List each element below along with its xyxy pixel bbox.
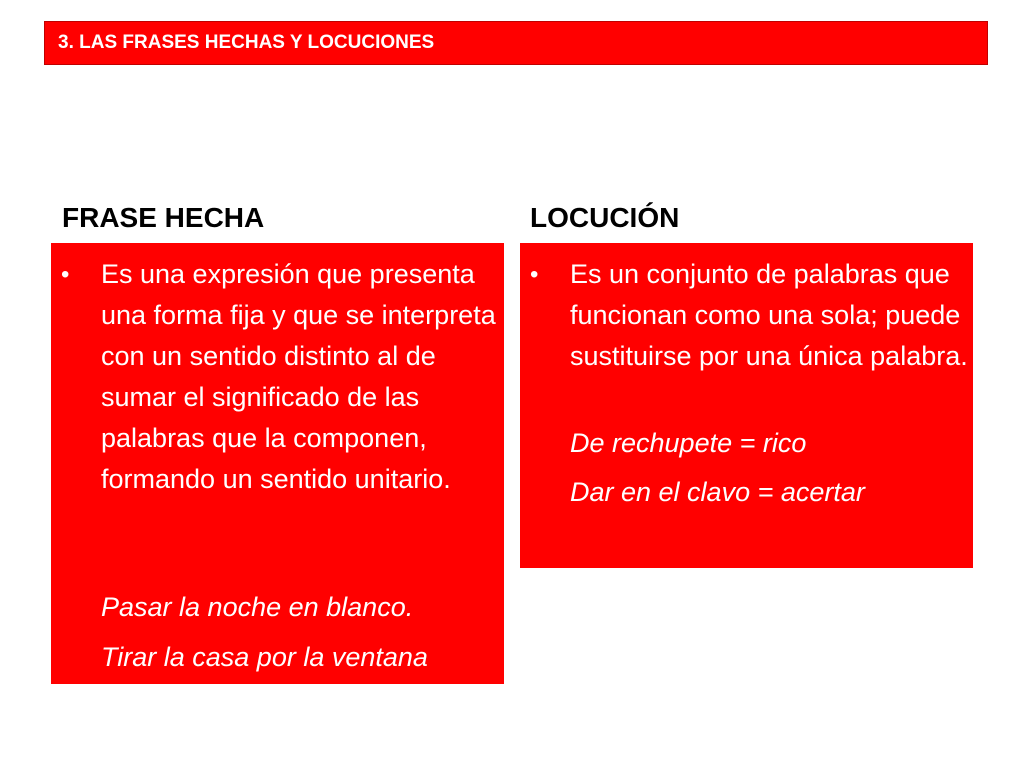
heading-locucion: LOCUCIÓN	[530, 202, 680, 233]
locucion-example-1: De rechupete = rico	[570, 428, 807, 458]
frase-hecha-example-1: Pasar la noche en blanco.	[101, 592, 414, 622]
locucion-box	[520, 243, 973, 568]
locucion-example-2: Dar en el clavo = acertar	[570, 477, 865, 507]
bullet-icon: •	[530, 261, 539, 288]
slide-title: 3. LAS FRASES HECHAS Y LOCUCIONES	[58, 32, 435, 53]
frase-hecha-box	[51, 243, 504, 684]
frase-hecha-example-2: Tirar la casa por la ventana	[101, 642, 428, 672]
locucion-definition: Es un conjunto de palabras que funcionan como una sola; puede sustituirse por una única palabra.	[570, 259, 968, 371]
bullet-icon: •	[61, 261, 70, 288]
frase-hecha-definition: Es una expresión que presenta una forma fija y que se interpreta con un sentido distinto al de sumar el significado de las palabras que la componen, formando un sentido unitario.	[101, 259, 496, 494]
title-bar	[44, 21, 988, 65]
heading-frase-hecha: FRASE HECHA	[62, 202, 265, 233]
